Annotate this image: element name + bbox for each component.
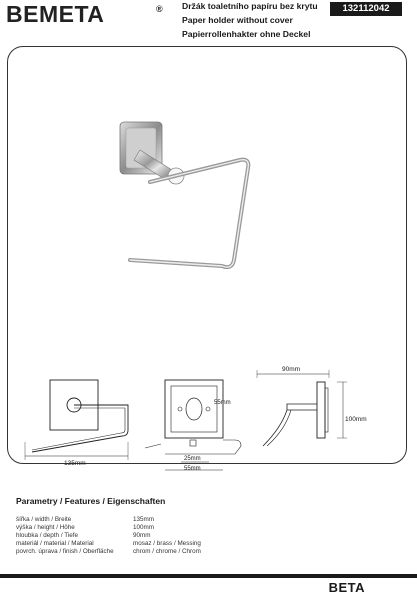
spec-label-finish: povrch. úprava / finish / Oberfläche: [16, 548, 114, 555]
spec-label-width: šířka / width / Breite: [16, 516, 72, 523]
spec-label-material: materiál / material / Material: [16, 540, 94, 547]
plate-inner-label: 25mm: [184, 456, 201, 462]
bemeta-logo: [6, 1, 164, 27]
side-height-label: 100mm: [345, 416, 367, 423]
spec-value-finish: chrom / chrome / Chrom: [133, 548, 201, 555]
specs-title: Parametry / Features / Eigenschaften: [16, 496, 166, 506]
spec-value-material: mosaz / brass / Messing: [133, 540, 201, 547]
front-view-drawing: [20, 370, 140, 460]
product-title-en: Paper holder without cover: [182, 15, 293, 25]
logo-text: BEMETA: [6, 1, 105, 27]
product-title-de: Papierrollenhakter ohne Deckel: [182, 29, 311, 39]
spec-value-width: 135mm: [133, 516, 154, 523]
spec-label-depth: hloubka / depth / Tiefe: [16, 532, 78, 539]
spec-value-height: 100mm: [133, 524, 154, 531]
side-depth-label: 90mm: [282, 366, 301, 373]
spec-label-height: výška / height / Höhe: [16, 524, 75, 531]
front-width-label: 135mm: [64, 460, 86, 467]
series-name: BETA: [328, 580, 365, 595]
product-code-badge: 132112042: [330, 2, 402, 16]
product-title-cz: Držák toaletního papíru bez krytu: [182, 1, 318, 11]
footer-divider: [0, 574, 417, 578]
plate-size-label: 55mm: [214, 400, 231, 406]
registered-mark: ®: [156, 4, 164, 14]
product-image: [110, 110, 310, 310]
plate-bottom-label: 55mm: [184, 466, 201, 472]
spec-value-depth: 90mm: [133, 532, 151, 539]
